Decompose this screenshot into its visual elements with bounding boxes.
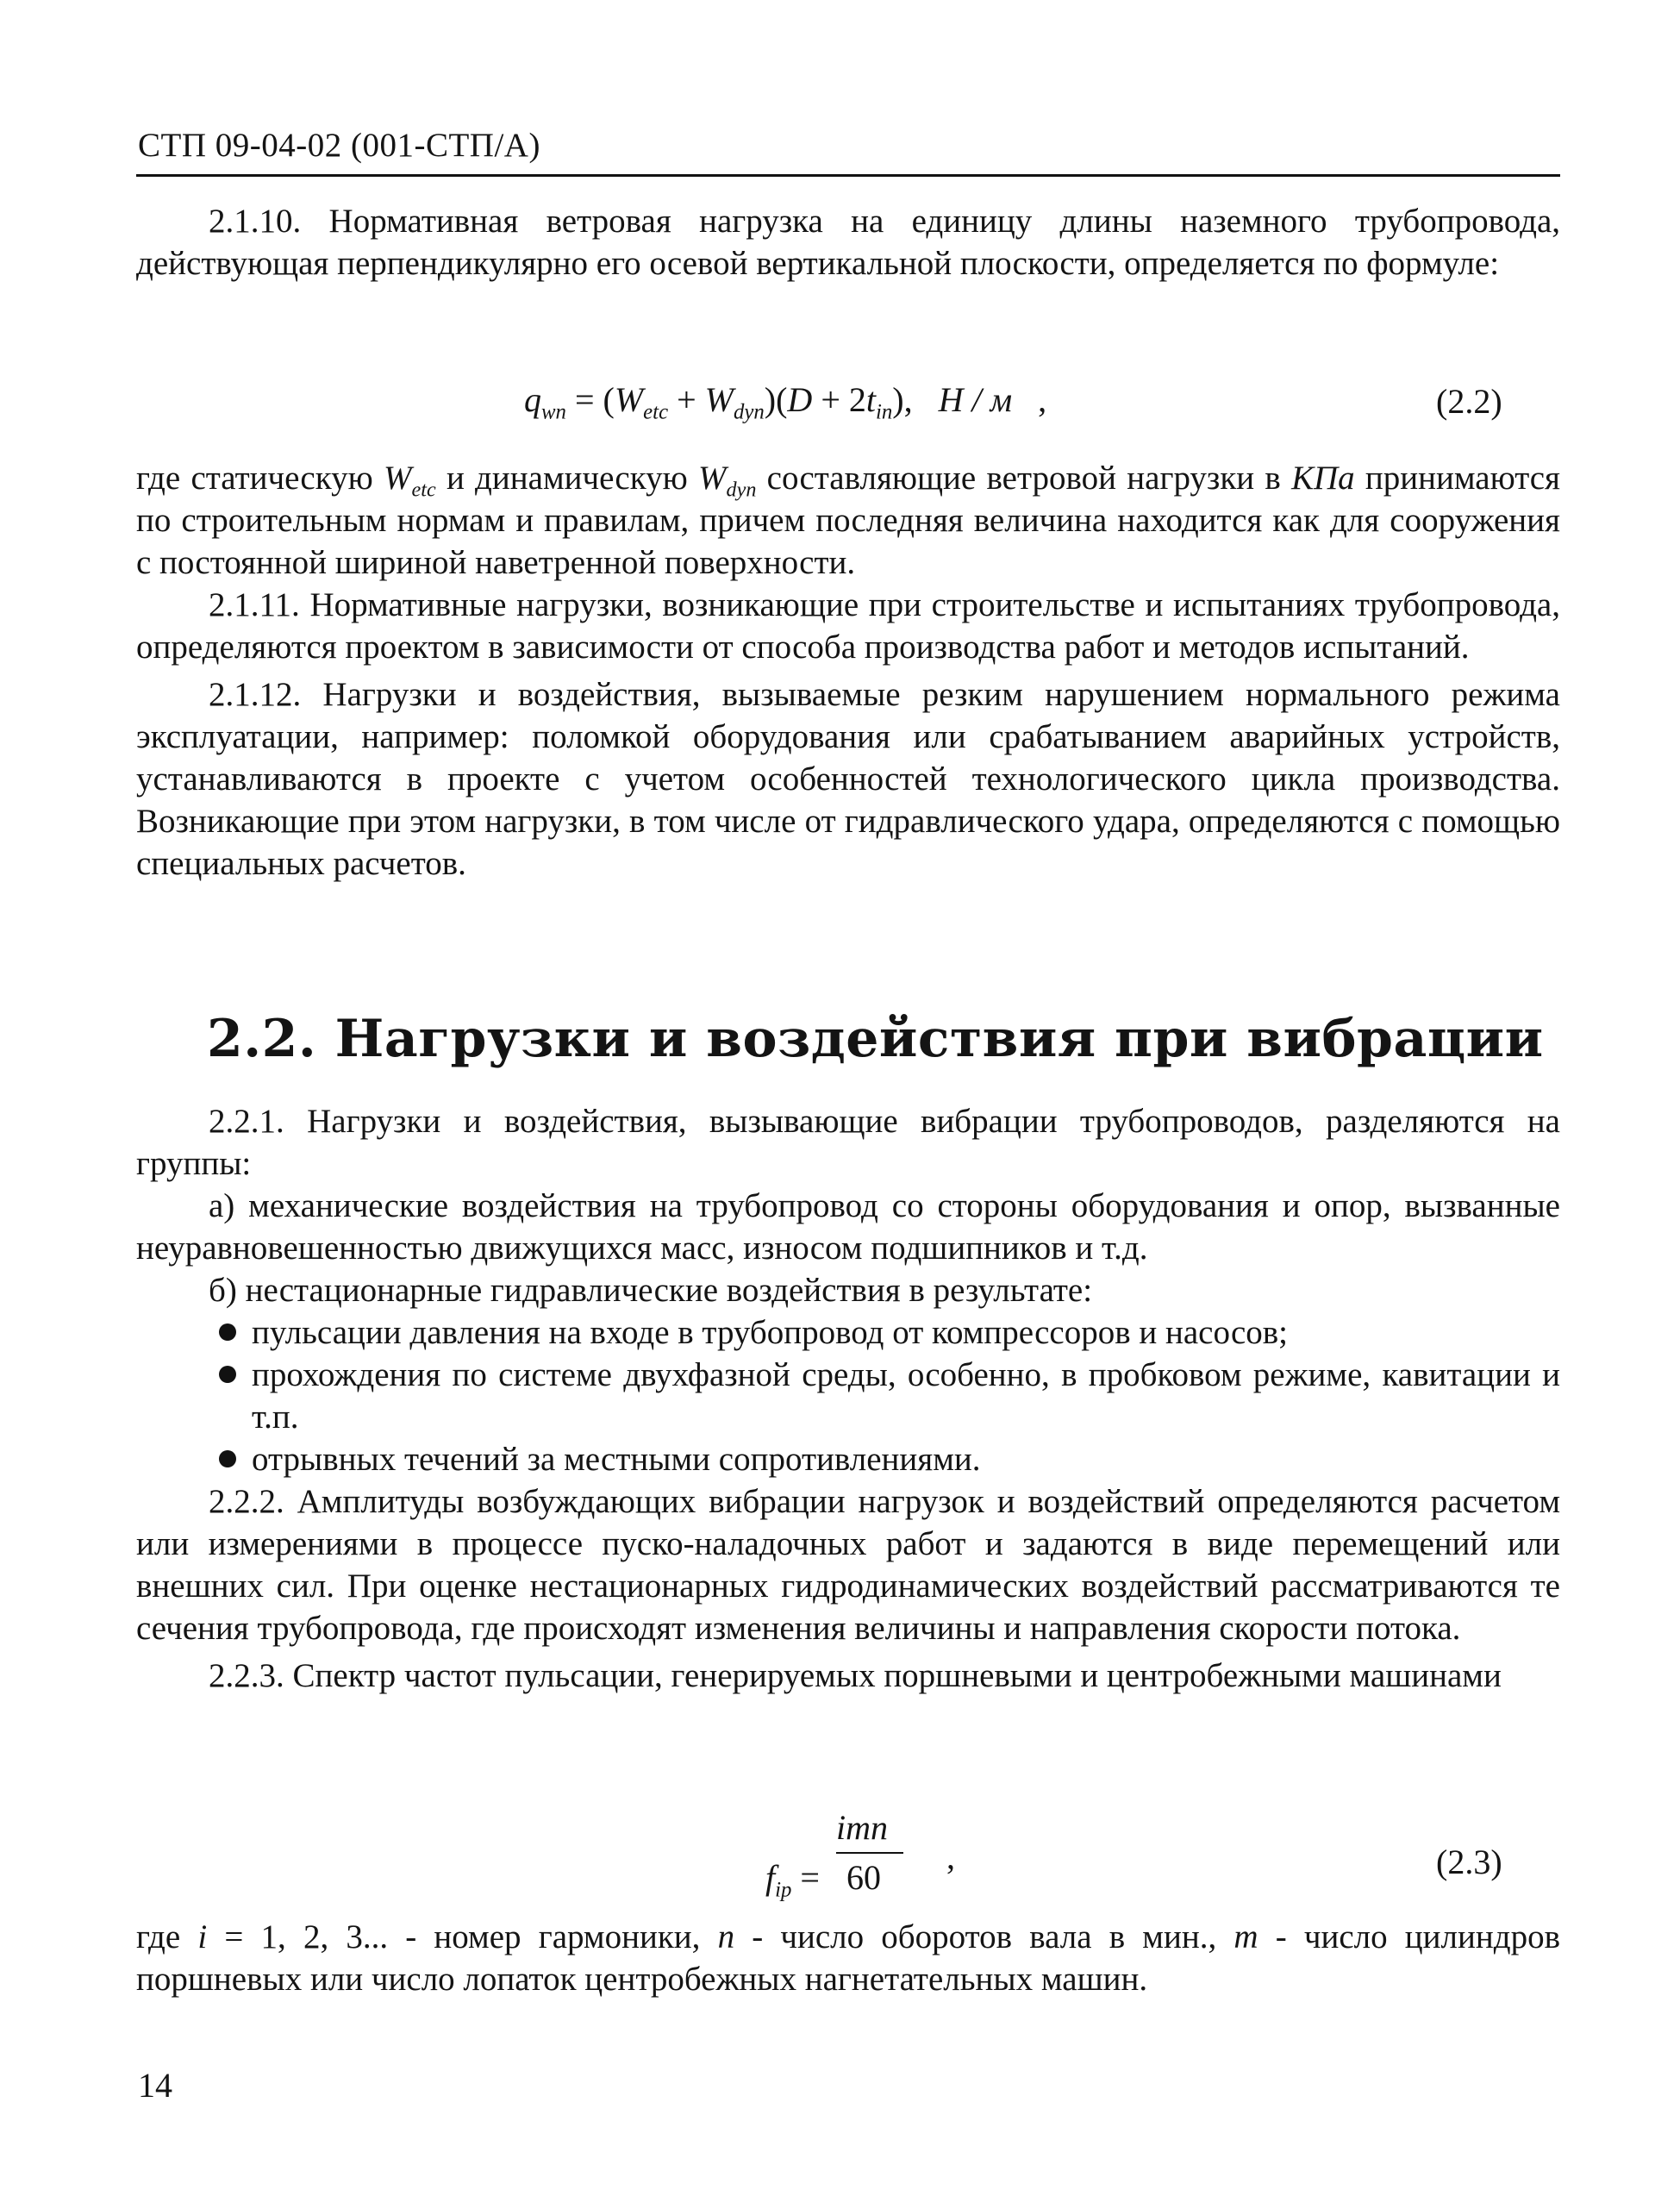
fraction-denominator: 60 [846, 1858, 881, 1897]
bullet-icon [219, 1450, 236, 1467]
section-heading: 2.2. Нагрузки и воздействия при вибрации [207, 1009, 1544, 1069]
paragraph-where-2 [136, 1916, 1560, 2000]
list-item: пульсации давления на входе в трубопровод от компрессоров и насосов; [209, 1311, 1560, 1354]
paragraph-text: где i = 1, 2, 3... - номер гармоники, n - число оборотов вала в мин., m - число цилиндров поршневых или число лопаток центробежных нагнетательных машин. [136, 1918, 1560, 1998]
paragraph-a: а) механические воздействия на трубопровод со стороны оборудования и опор, вызванные неуравновешенностью движущихся масс, износом подшипников и т.д. [136, 1187, 1560, 1267]
list-item: отрывных течений за местными сопротивлениями. [209, 1438, 1560, 1480]
formula-unit: Н / м [938, 380, 1013, 419]
list-item: прохождения по системе двухфазной среды, особенно, в пробковом режиме, кавитации и т.п. [209, 1354, 1560, 1438]
paragraph-2-2-3: 2.2.3. Спектр частот пульсации, генерируемых поршневыми и центробежными машинами [209, 1657, 1502, 1694]
running-header: СТП 09-04-02 (001-СТП/А) [138, 127, 540, 164]
bullet-list [136, 1311, 1560, 1480]
equation-number-2-2: (2.2) [1436, 382, 1502, 421]
header-rule [136, 174, 1560, 177]
paragraph-2-1-11: 2.1.11. Нормативные нагрузки, возникающие при строительстве и испытаниях трубопровода, определяются проектом в зависимости от способа производства работ и методов испытаний. [136, 586, 1560, 666]
paragraph-b: б) нестационарные гидравлические воздействия в результате: [209, 1272, 1093, 1309]
formula-2-3-fraction [836, 1807, 905, 1902]
formula-comma: , [1038, 380, 1047, 419]
paragraph-text: 2.1.10. Нормативная ветровая нагрузка на единицу длины наземного трубопровода, действующая перпендикулярно его осевой вертикальной плоскости, определяется по формуле: [136, 203, 1560, 282]
formula-2-3-lhs: $f_{ip}$ = [765, 1858, 820, 1902]
equation-number-2-3: (2.3) [1436, 1843, 1502, 1881]
section-body [136, 1100, 1560, 1697]
fraction-bar [836, 1852, 903, 1854]
paragraph-2-1-12: 2.1.12. Нагрузки и воздействия, вызываемые резким нарушением нормального режима эксплуатации, например: поломкой оборудования или срабатыванием аварийных устройств, устанавливаются в проекте с учетом особенностей технологического цикла производства. Возникающие при этом нагрузки, в том числе от гидравлического удара, определяются с помощью специальных расчетов. [136, 676, 1560, 882]
page-number: 14 [138, 2066, 172, 2105]
formula-2-2: $q_{wn} = (W_{etc} + W_{dyn})(D + 2t_{in})$, Н / м , [524, 380, 1047, 424]
paragraph-text: где статическую $W_{etc}$ и динамическую $W_{dyn}$ составляющие ветровой нагрузки в КПа принимаются по строительным нормам и правилам, причем последняя величина находится как для сооружения с постоянной шириной наветренной поверхности. [136, 460, 1560, 581]
bullet-icon [219, 1366, 236, 1383]
paragraph-2-1-10 [136, 200, 1560, 285]
formula-2-3-comma: , [946, 1837, 955, 1876]
fraction-numerator: imn [836, 1808, 888, 1847]
bullet-icon [219, 1323, 236, 1341]
paragraph-where-1 [136, 457, 1560, 885]
paragraph-2-2-1: 2.2.1. Нагрузки и воздействия, вызывающие вибрации трубопроводов, разделяются на группы: [136, 1103, 1560, 1182]
paragraph-2-2-2: 2.2.2. Амплитуды возбуждающих вибрации нагрузок и воздействий определяются расчетом или измерениями в процессе пуско-наладочных работ и задаются в виде перемещений или внешних сил. При оценке нестационарных гидродинамических воздействий рассматриваются те сечения трубопровода, где происходят изменения величины и направления скорости потока. [136, 1483, 1560, 1647]
